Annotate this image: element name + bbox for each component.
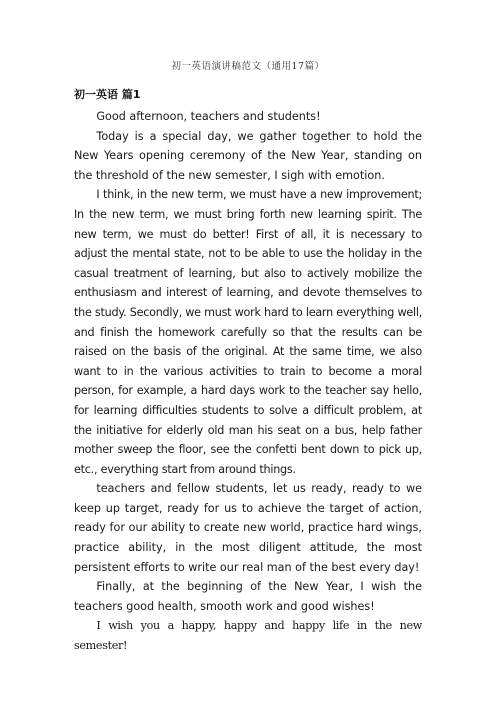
paragraph-wishes-students: I wish you a happy, happy and happy life in the new semester! (74, 619, 422, 653)
section-heading: 初一英语 篇1 (74, 88, 141, 101)
document-title: 初一英语演讲稿范文（通用17篇） (171, 61, 325, 72)
paragraph-wishes-teachers: Finally, at the beginning of the New Year, I wish the teachers good health, smooth work and good wishes! (74, 580, 422, 613)
paragraph-greeting: Good afternoon, teachers and students! (96, 110, 321, 123)
paragraph-new-term: I think, in the new term, we must have a new improvement; In the new term, we must bring forth new learning spirit. The new term, we must do better! First of all, it is necessary to adjust the mental state, not to be able to use the holiday in the casual treatment of learning, but also to actively mobilize the enthusiasm and interest of learning, and devote themselves to the study. Secondly, we must work hard to learn everything well, and finish the homework carefully so that the results can be raised on the basis of the original. At the same time, we also want to in the various activities to train to become a moral person, for example, a hard days work to the teacher say hello, for learning difficulties students to solve a difficult problem, at the initiative for elderly old man his seat on a bus, help father mother sweep the floor, see the confetti bent down to pick up, etc., everything start from around things. (74, 188, 422, 476)
document-body (74, 107, 422, 656)
paragraph-call-to-action: teachers and fellow students, let us ready, ready to we keep up target, ready for us to achieve the target of action, ready for our ability to create new world, practice hard wings, practice ability, in the most diligent attitude, the most persistent efforts to write our real man of the best every day! (74, 482, 422, 574)
paragraph-opening: Today is a special day, we gather together to hold the New Years opening ceremony of the New Year, standing on the threshold of the new semester, I sigh with emotion. (74, 129, 422, 182)
